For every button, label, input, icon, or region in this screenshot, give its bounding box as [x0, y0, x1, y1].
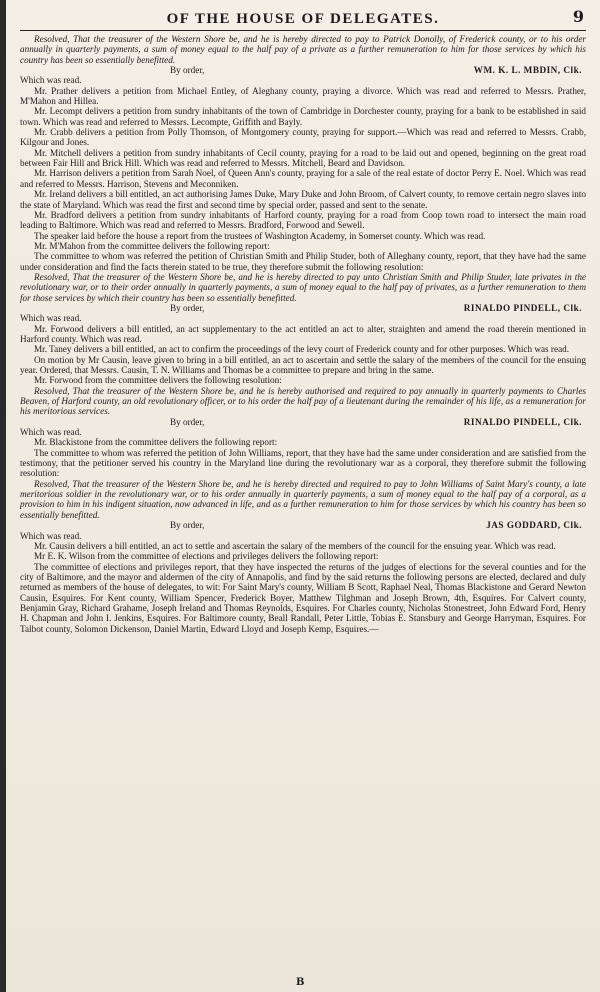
- petition-noel: Mr. Harrison delivers a petition from Sarah Noel, of Queen Ann's county, praying for a sale of the real estate of doctor Perry E. Noel. Which was read and referred to Messrs. Harrison, Stevens and Meconniken.: [20, 168, 586, 189]
- clerk-name: WM. K. L. MBDIN, Clk.: [473, 65, 582, 76]
- resolution-donolly: Resolved, That the treasurer of the Western Shore be, and he is hereby directed to pay to Patrick Donolly, of Frederick county, or to his order annually in quarterly payments, a sum of money equal to the half pay of a private as a further remuneration to him for those services by which his country has been so essentially benefitted.: [20, 34, 586, 65]
- motion-causin: On motion by Mr Causin, leave given to bring in a bill entitled, an act to ascertain and settle the salary of the members of the council for the ensuing year. Ordered, that Messrs. Causin, T. N. Williams and Thomas be a committee to prepare and bring in the same.: [20, 354, 586, 375]
- petition-cecil-road: Mr. Mitchell delivers a petition from sundry inhabitants of Cecil county, praying for a road to be laid out and opened, beginning on the great road between Fair Hill and Brick Hill. Which was read and referred to Messrs. Mitchell, Beard and Davidson.: [20, 147, 586, 169]
- which-was-read: Which was read.: [20, 313, 82, 324]
- by-order: By order,: [170, 520, 205, 531]
- clerk-name: RINALDO PINDELL, Clk.: [463, 302, 582, 313]
- journal-body: [20, 34, 586, 634]
- which-was-read: Which was read.: [20, 75, 82, 86]
- bill-forwood-road: Mr. Forwood delivers a bill entitled, an act supplementary to the act entitled an act to alter, straighten and amend the road therein mentioned in Harford county. Which was read.: [20, 323, 586, 344]
- which-was-read: Which was read.: [20, 530, 82, 541]
- which-was-read: Which was read.: [20, 427, 82, 438]
- page-number: 9: [572, 7, 584, 26]
- wilson-report-intro: Mr E. K. Wilson from the committee of elections and privileges delivers the following report:: [34, 551, 379, 562]
- committee-report-smith-studer: The committee to whom was referred the petition of Christian Smith and Philip Studer, both of Alleghany county, report, that they have had the same under consideration and find the facts therein stated to be true, they therefore submit the following resolution:: [20, 251, 586, 272]
- by-order: By order,: [170, 65, 205, 76]
- resolution-beaven: Resolved, That the treasurer of the Western Shore be, and he is hereby authorised and required to pay annually in quarterly payments to Charles Beaven, of Harford county, an old revolutionary officer, or to his order the half pay of a lieutenant during the remainder of his life, as a remuneration for his meritorious services.: [20, 385, 586, 417]
- blackistone-report-intro: Mr. Blackistone from the committee delivers the following report:: [34, 437, 278, 448]
- signature-line: [20, 303, 586, 313]
- petition-cambridge: Mr. Lecompt delivers a petition from sundry inhabitants of the town of Cambridge in Dorchester county, praying for a bank to be established in said town. Which was read and referred to Messrs. Lecompte, Griffith and Bayly.: [20, 106, 586, 127]
- elections-report: The committee of elections and privileges report, that they have inspected the returns of the judges of elections for the several counties and for the city of Baltimore, and the mayor and aldermen of the city of Annapolis, and find by the said returns the following persons are elected, declared and duly returned as members of the house of delegates, to wit: For Saint Mary's county, William B Scott, Raphael Neal, Thomas Blackistone and Gerard Newton Causin, Esquires. For Kent county, William Spencer, Frederick Boyer, Matthew Tilghman and Joseph Brown, 4th, Esquires. For Calvert county, Benjamin Gray, Richard Grahame, Joseph Ireland and Thomas Reynolds, Esquires. For Charles county, Nicholas Stonestreet, John Edward Ford, Henry H. Chapman and John I. Jenkins, Esquires. For Baltimore county, Beall Randall, Peter Little, Tobias E. Stansbury and George Harryman, Esquires. For Talbot county, Solomon Dickenson, Daniel Martin, Edward Lloyd and Joseph Kemp, Esquires.—: [20, 561, 586, 634]
- clerk-name: JAS GODDARD, Clk.: [486, 520, 582, 531]
- page-header: [20, 8, 586, 31]
- resolution-smith-studer: Resolved, That the treasurer of the Western Shore be, and he is hereby directed to pay unto Christian Smith and Philip Studer, late privates in the revolutionary war, or to their order annually in quarterly payments, a sum of money equal to the half pay of privates, as a further remuneration to them for those services by which their country has been so essentially benefitted.: [20, 271, 586, 303]
- report-washington-academy: The speaker laid before the house a report from the trustees of Washington Academy, in Somerset county. Which was read.: [34, 230, 486, 241]
- committee-report-williams: The committee to whom was referred the petition of John Williams, report, that they have had the same under consideration and are satisfied from the testimony, that the petitioner served his country in the Maryland line during the revolutionary war as a corporal, they therefore submit the following resolution:: [20, 447, 586, 479]
- signature-line: [20, 65, 586, 75]
- bill-duke: Mr. Ireland delivers a bill entitled, an act authorising James Duke, Mary Duke and John Broom, of Calvert county, to remove certain negro slaves into the state of Maryland. Which was read the first and second time by special order, passed and sent to the senate.: [20, 189, 586, 210]
- mmahon-report-intro: Mr. M'Mahon from the committee delivers the following report:: [34, 240, 270, 251]
- signature-line: [20, 417, 586, 427]
- petition-entley: Mr. Prather delivers a petition from Michael Entley, of Aleghany county, praying a divorce. Which was read and referred to Messrs. Prather, M'Mahon and Hillea.: [20, 85, 586, 107]
- petition-harford-road: Mr. Bradford delivers a petition from sundry inhabitants of Harford county, praying for a road from Coop town road to intersect the main road leading to Baltimore. Which was read and referred to Messrs. Bradford, Forwood and Sewell.: [20, 209, 586, 231]
- signature-mark: B: [296, 977, 305, 988]
- clerk-name: RINALDO PINDELL, Clk.: [463, 416, 582, 427]
- signature-line: [20, 520, 586, 530]
- resolution-williams: Resolved, That the treasurer of the Western Shore be, and he is hereby directed and required to pay to John Williams of Saint Mary's county, a late meritorious soldier in the revolutionary war, or to his order annually in quarterly payments, a sum of money equal to the half pay of a corporal, as a provision to him in his indigent situation, now advanced in life, and as a further remuneration to him for those services by which his country has been so essentially benefitted.: [20, 478, 586, 520]
- by-order: By order,: [170, 302, 205, 313]
- bill-council-salary: Mr. Causin delivers a bill entitled, an act to settle and ascertain the salary of the members of the council for the ensuing year. Which was read.: [34, 540, 556, 551]
- by-order: By order,: [170, 416, 205, 427]
- petition-thomson: Mr. Crabb delivers a petition from Polly Thomson, of Montgomery county, praying for support.—Which was read and referred to Messrs. Crabb, Kilgour and Jones.: [20, 127, 586, 148]
- forwood-resolution-intro: Mr. Forwood from the committee delivers the following resolution:: [34, 375, 282, 386]
- bill-taney-levy-court: Mr. Taney delivers a bill entitled, an act to confirm the proceedings of the levy court of Frederick county and for other purposes. Which was read.: [34, 344, 570, 355]
- page-title: OF THE HOUSE OF DELEGATES.: [166, 11, 440, 27]
